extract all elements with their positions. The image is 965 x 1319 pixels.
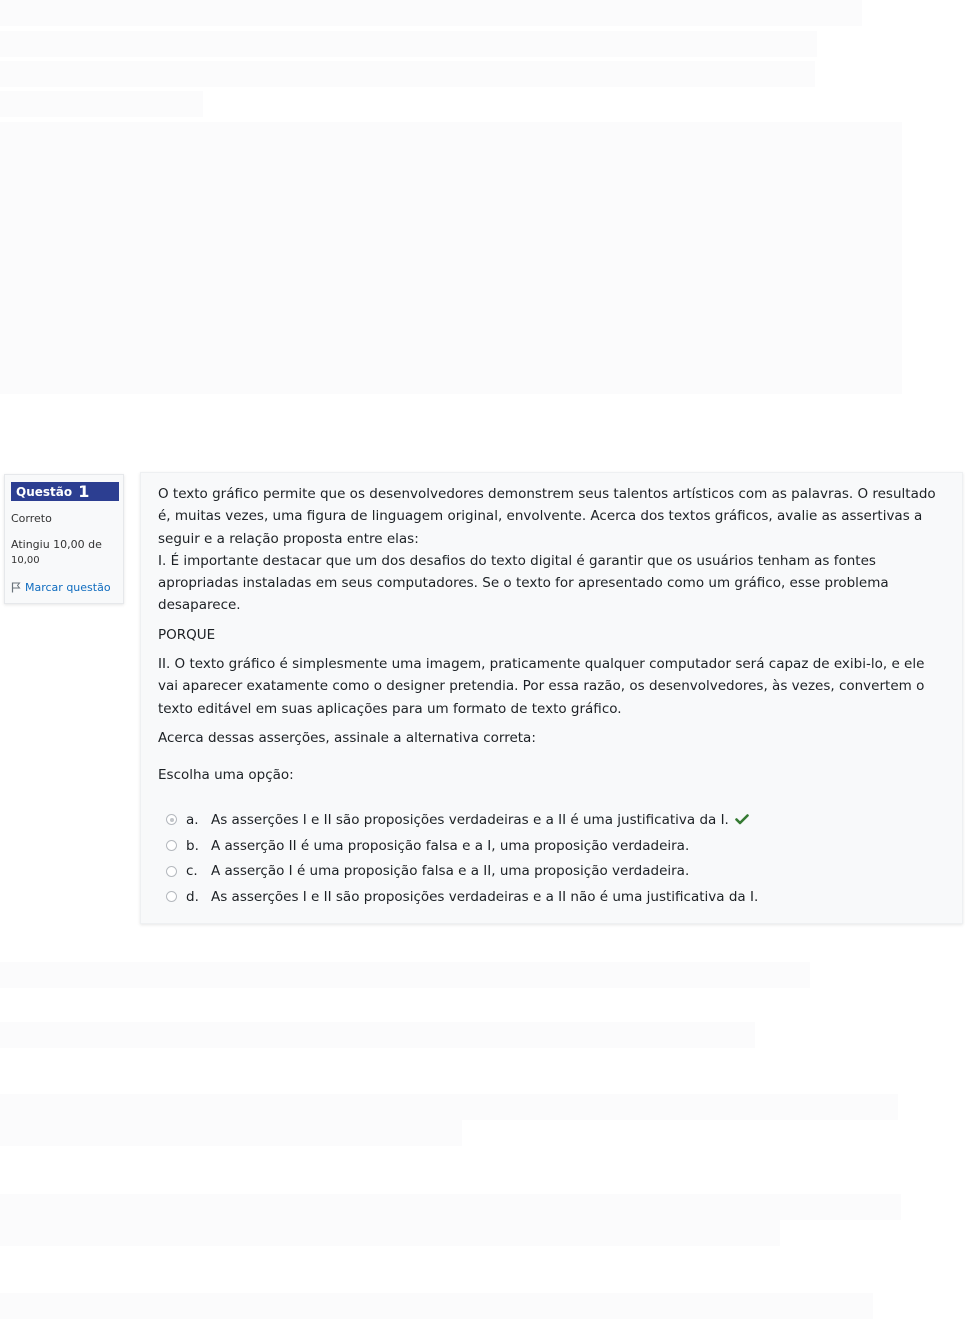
question-label: Questão <box>16 485 73 499</box>
question-paragraph: Acerca dessas asserções, assinale a alternativa correta: <box>158 729 536 746</box>
redacted-text-line <box>0 962 810 988</box>
answer-option-a[interactable] <box>166 807 956 833</box>
redacted-text-line <box>0 31 817 57</box>
flag-label: Marcar questão <box>25 581 111 594</box>
redacted-block <box>0 122 902 394</box>
flag-icon <box>11 582 21 593</box>
answer-text: A asserção II é uma proposição falsa e a I, uma proposição verdadeira. <box>211 837 690 854</box>
question-paragraph: I. É importante destacar que um dos desafios do texto digital é garantir que os usuários tenham as fontes apropriadas instaladas em seus computadores. Se o texto for apresentado como um gráfico, esse problema desaparece. <box>158 552 889 614</box>
redacted-text-line <box>0 1022 755 1048</box>
answer-radio[interactable] <box>166 891 177 902</box>
answer-list <box>166 807 956 910</box>
grade-line-1: Atingiu 10,00 de <box>11 538 102 551</box>
grade-line-2: 10,00 <box>11 555 40 566</box>
redacted-text-line <box>0 1293 873 1319</box>
question-state: Correto <box>11 512 52 525</box>
check-icon <box>735 814 749 825</box>
answer-text: As asserções I e II são proposições verdadeiras e a II não é uma justificativa da I. <box>211 888 759 905</box>
question-number: 1 <box>78 482 90 501</box>
answer-radio[interactable] <box>166 866 177 877</box>
redacted-text-line <box>0 91 203 117</box>
question-paragraph: O texto gráfico permite que os desenvolvedores demonstrem seus talentos artísticos com as palavras. O resultado é, muitas vezes, uma figura de linguagem original, envolvente. Acerca dos textos gráficos, avalie as assertivas a seguir e a relação proposta entre elas: <box>158 486 936 547</box>
redacted-text-line <box>0 1094 898 1120</box>
answer-letter: a. <box>186 811 199 828</box>
question-info-panel <box>4 474 124 604</box>
question-grade <box>11 537 115 569</box>
redacted-text-line <box>0 61 815 87</box>
redacted-text-line <box>0 1194 901 1220</box>
redacted-text-line <box>0 1220 780 1246</box>
redacted-text-line <box>0 0 862 26</box>
question-paragraph: PORQUE <box>158 626 216 643</box>
question-content <box>140 472 963 924</box>
flag-question-link[interactable] <box>11 581 111 594</box>
answer-option-d[interactable] <box>166 884 956 910</box>
answer-text: As asserções I e II são proposições verdadeiras e a II é uma justificativa da I. <box>211 811 729 828</box>
redacted-text-line <box>0 1120 462 1146</box>
answer-option-b[interactable] <box>166 833 956 859</box>
answer-text: A asserção I é uma proposição falsa e a II, uma proposição verdadeira. <box>211 863 690 880</box>
answer-radio[interactable] <box>166 814 177 825</box>
question-paragraph: II. O texto gráfico é simplesmente uma imagem, praticamente qualquer computador será capaz de exibi-lo, e ele vai aparecer exatamente como o designer pretendia. Por essa razão, os desenvolvedores, às vezes, convertem o texto editável em suas aplicações para um formato de texto gráfico. <box>158 656 925 717</box>
question-text <box>158 483 948 749</box>
answer-letter: b. <box>186 837 199 854</box>
answer-letter: c. <box>186 863 198 880</box>
answer-letter: d. <box>186 888 199 905</box>
answer-radio[interactable] <box>166 840 177 851</box>
answer-option-c[interactable] <box>166 858 956 884</box>
question-number-badge <box>11 482 119 501</box>
answer-prompt: Escolha uma opção: <box>158 767 294 783</box>
